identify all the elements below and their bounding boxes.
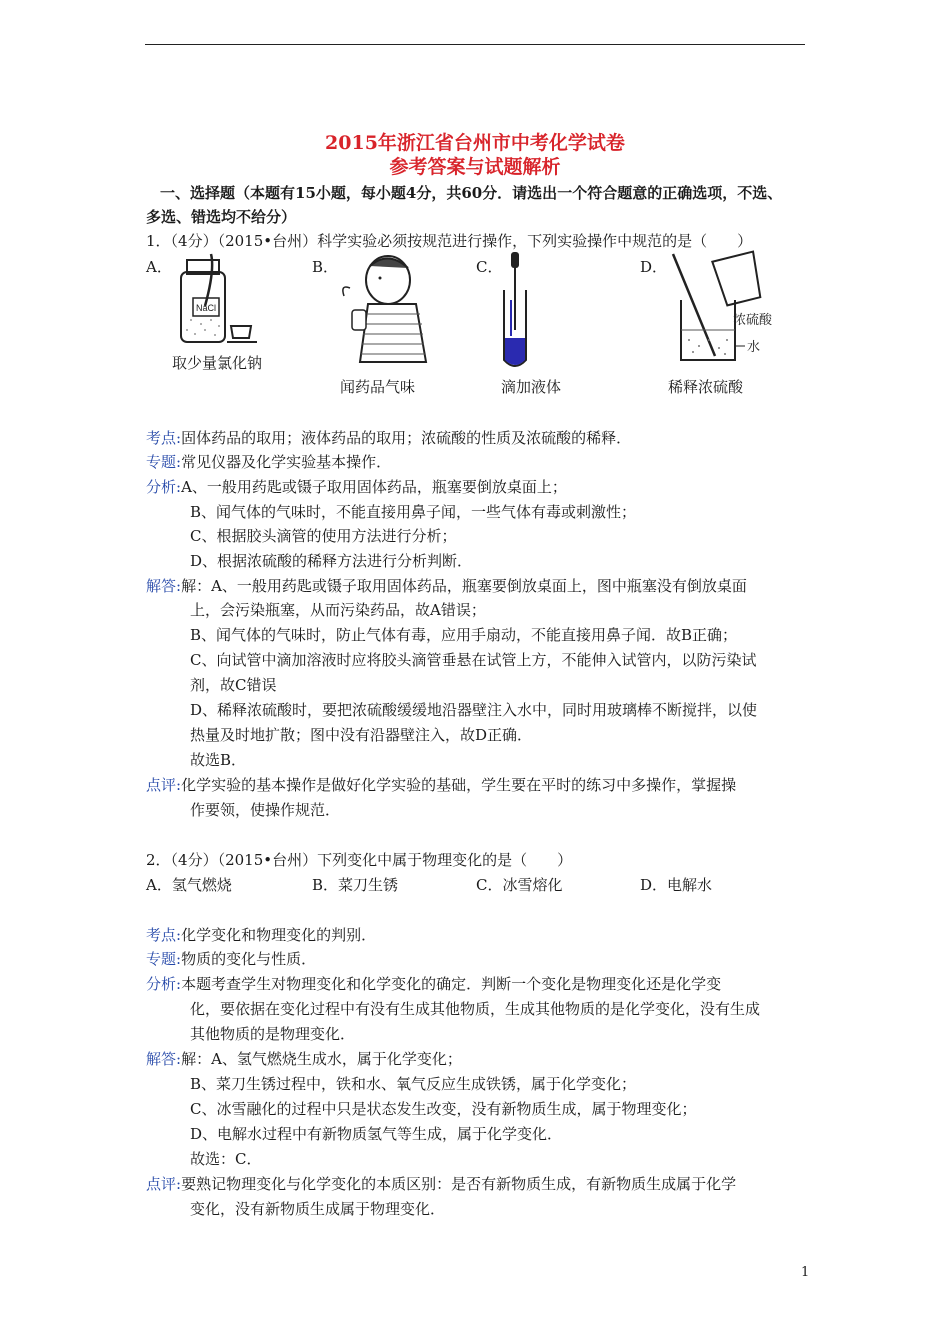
q1-dianping-line: 作要领，使操作规范． bbox=[190, 801, 341, 819]
acid-label: 浓硫酸 bbox=[733, 313, 773, 328]
fenxi-label: 分析: bbox=[146, 975, 182, 993]
q1-option-c-caption: 滴加液体 bbox=[501, 378, 562, 396]
zhuanti-text: 常见仪器及化学实验基本操作． bbox=[181, 453, 392, 471]
q2-option-b: B．菜刀生锈 bbox=[312, 876, 399, 894]
fenxi-line: A、一般用药匙或镊子取用固体药品，瓶塞要倒放桌面上； bbox=[181, 478, 567, 496]
header-rule bbox=[145, 44, 805, 45]
q1-option-c-letter: C． bbox=[476, 258, 503, 276]
q1-option-d-caption: 稀释浓硫酸 bbox=[668, 378, 744, 396]
q1-jieda-line: 热量及时地扩散；图中没有沿器壁注入，故D正确． bbox=[190, 726, 533, 744]
figure-dropper-test-tube bbox=[495, 250, 535, 375]
q1-option-a-letter: A． bbox=[146, 258, 172, 276]
q2-option-d: D．电解水 bbox=[640, 876, 713, 894]
q1-option-d-letter: D． bbox=[640, 258, 668, 276]
dianping-line: 要熟记物理变化与化学变化的本质区别：是否有新物质生成，有新物质生成属于化学 bbox=[181, 1175, 737, 1193]
zhuanti-text: 物质的变化与性质． bbox=[181, 950, 317, 968]
q1-stem: 1．（4分）（2015•台州）科学实验必须按规范进行操作，下列实验操作中规范的是（ ） bbox=[146, 232, 753, 250]
zhuanti-label: 专题: bbox=[146, 453, 182, 471]
fenxi-line: 本题考查学生对物理变化和化学变化的确定．判断一个变化是物理变化还是化学变 bbox=[181, 975, 722, 993]
q1-fenxi-line: B、闻气体的气味时，不能直接用鼻子闻，一些气体有毒或刺激性； bbox=[190, 503, 637, 521]
jieda-line: 解：A、一般用药匙或镊子取用固体药品，瓶塞要倒放桌面上，图中瓶塞没有倒放桌面 bbox=[181, 577, 747, 595]
q1-fenxi-line: D、根据浓硫酸的稀释方法进行分析判断． bbox=[190, 552, 473, 570]
dianping-label: 点评: bbox=[146, 776, 182, 794]
q1-fenxi-line: C、根据胶头滴管的使用方法进行分析； bbox=[190, 527, 457, 545]
q1-fenxi bbox=[146, 476, 567, 497]
fenxi-label: 分析: bbox=[146, 478, 182, 496]
kaodian-text: 固体药品的取用；液体药品的取用；浓硫酸的性质及浓硫酸的稀释． bbox=[181, 429, 632, 447]
jieda-label: 解答: bbox=[146, 577, 182, 595]
q2-fenxi-line: 化，要依据在变化过程中有没有生成其他物质，生成其他物质的是化学变化，没有生成 bbox=[190, 1000, 761, 1018]
kaodian-text: 化学变化和物理变化的判别． bbox=[181, 926, 377, 944]
q1-jieda-line: 故选B． bbox=[190, 751, 247, 769]
q1-option-b-letter: B． bbox=[312, 258, 339, 276]
page-subtitle: 参考答案与试题解析 bbox=[389, 156, 561, 178]
zhuanti-label: 专题: bbox=[146, 950, 182, 968]
q2-jieda-line: C、冰雪融化的过程中只是状态发生改变，没有新物质生成，属于物理变化； bbox=[190, 1100, 697, 1118]
figure-reagent-bottle bbox=[165, 250, 285, 350]
q2-kaodian bbox=[146, 924, 376, 945]
section-heading: 一、选择题（本题有15小题，每小题4分，共60分．请选出一个符合题意的正确选项，不选、 bbox=[160, 184, 783, 202]
dianping-line: 化学实验的基本操作是做好化学实验的基础，学生要在平时的练习中多操作，掌握操 bbox=[181, 776, 737, 794]
water-label: 水 bbox=[747, 340, 761, 355]
q1-option-a-caption: 取少量氯化钠 bbox=[172, 354, 263, 372]
figure-diluting-acid bbox=[655, 248, 795, 366]
q2-jieda-line: 故选：C． bbox=[190, 1150, 262, 1168]
nacl-label: NaCl bbox=[195, 303, 217, 313]
jieda-line: 解：A、氢气燃烧生成水，属于化学变化； bbox=[181, 1050, 462, 1068]
dianping-label: 点评: bbox=[146, 1175, 182, 1193]
kaodian-label: 考点: bbox=[146, 926, 182, 944]
q2-fenxi bbox=[146, 973, 721, 994]
q2-fenxi-line: 其他物质的是物理变化． bbox=[190, 1025, 356, 1043]
q2-dianping-line: 变化，没有新物质生成属于物理变化． bbox=[190, 1200, 446, 1218]
q1-kaodian bbox=[146, 427, 631, 448]
q1-jieda-line: 上，会污染瓶塞，从而污染药品，故A错误； bbox=[190, 601, 486, 619]
page-title: 2015年浙江省台州市中考化学试卷 bbox=[325, 132, 625, 154]
q2-jieda-line: D、电解水过程中有新物质氢气等生成，属于化学变化． bbox=[190, 1125, 563, 1143]
q1-jieda bbox=[146, 575, 747, 596]
figure-smelling-person bbox=[330, 250, 440, 370]
q2-jieda bbox=[146, 1048, 462, 1069]
jieda-label: 解答: bbox=[146, 1050, 182, 1068]
q1-jieda-line: C、向试管中滴加溶液时应将胶头滴管垂悬在试管上方，不能伸入试管内，以防污染试 bbox=[190, 651, 757, 669]
q1-zhuanti bbox=[146, 451, 391, 472]
q1-jieda-line: 剂，故C错误 bbox=[190, 676, 277, 694]
q2-jieda-line: B、菜刀生锈过程中，铁和水、氧气反应生成铁锈，属于化学变化； bbox=[190, 1075, 637, 1093]
q1-dianping bbox=[146, 774, 736, 795]
q1-jieda-line: D、稀释浓硫酸时，要把浓硫酸缓缓地沿器壁注入水中，同时用玻璃棒不断搅拌，以使 bbox=[190, 701, 758, 719]
q2-option-c: C．冰雪熔化 bbox=[476, 876, 563, 894]
q1-option-b-caption: 闻药品气味 bbox=[340, 378, 416, 396]
q2-stem: 2．（4分）（2015•台州）下列变化中属于物理变化的是（ ） bbox=[146, 851, 573, 869]
section-heading-cont: 多选、错选均不给分） bbox=[146, 208, 297, 226]
q2-option-a: A．氢气燃烧 bbox=[146, 876, 232, 894]
kaodian-label: 考点: bbox=[146, 429, 182, 447]
q1-jieda-line: B、闻气体的气味时，防止气体有毒，应用手扇动，不能直接用鼻子闻．故B正确； bbox=[190, 626, 738, 644]
q2-dianping bbox=[146, 1173, 736, 1194]
page-number: 1 bbox=[801, 1265, 810, 1280]
q2-zhuanti bbox=[146, 948, 316, 969]
